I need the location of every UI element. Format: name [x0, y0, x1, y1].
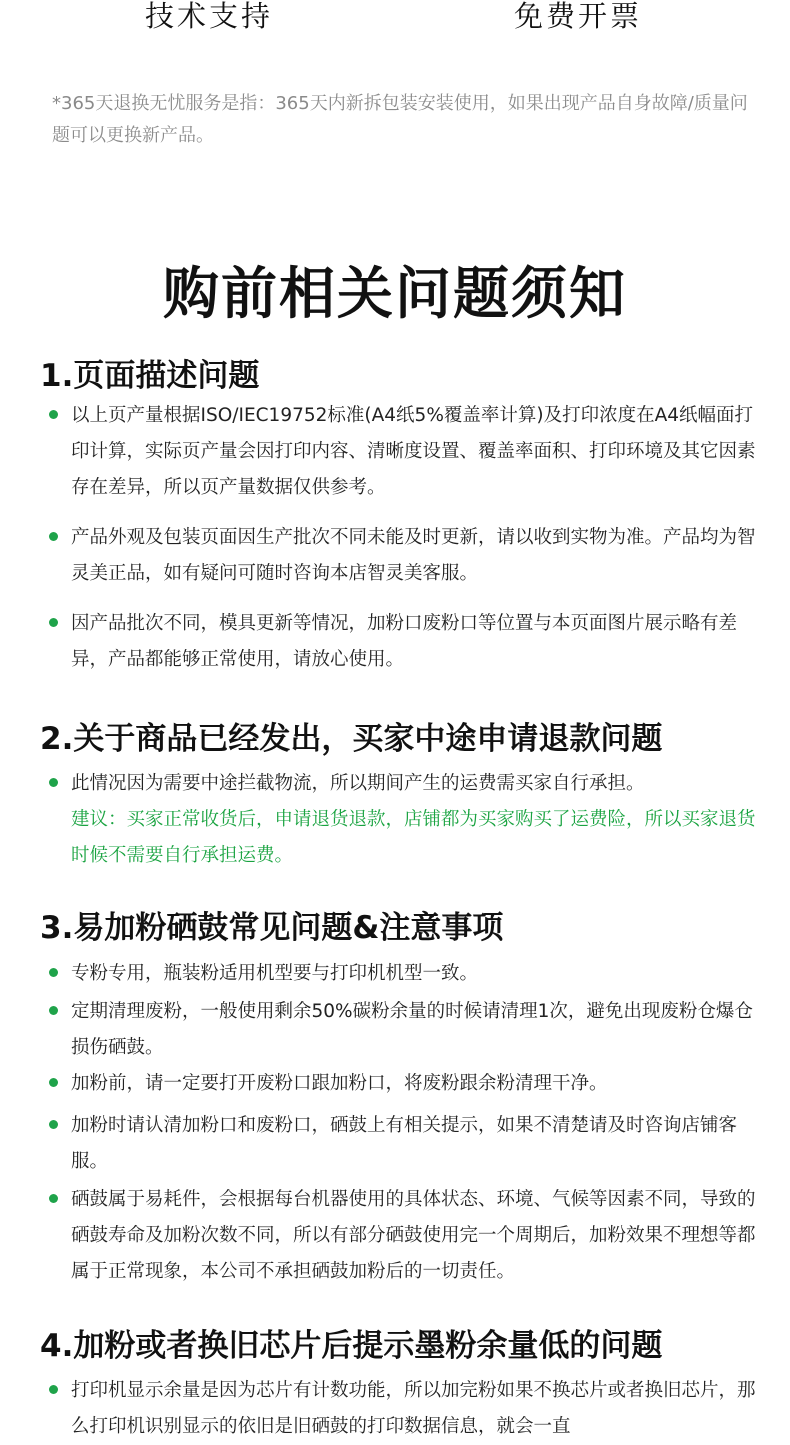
section-page-description	[40, 350, 760, 395]
bullet-dot-icon	[49, 1006, 58, 1015]
list-item-text: 硒鼓属于易耗件，会根据每台机器使用的具体状态、环境、气候等因素不同，导致的硒鼓寿命及加粉次数不同，所以有部分硒鼓使用完一个周期后，加粉效果不理想等都属于正常现象，本公司不承担硒鼓加粉后的一切责任。	[71, 1189, 756, 1282]
bullet-dot-icon	[49, 532, 58, 541]
bullet-dot-icon	[49, 1120, 58, 1129]
section-title: 3.易加粉硒鼓常见问题&注意事项	[40, 910, 504, 946]
shipping-suggestion-text: 建议：买家正常收货后，申请退货退款，店铺都为买家购买了运费险，所以买家退货时候不需要自行承担运费。	[71, 809, 756, 866]
list-item-text: 打印机显示余量是因为芯片有计数功能，所以加完粉如果不换芯片或者换旧芯片，那么打印机识别显示的依旧是旧硒鼓的打印数据信息，就会一直	[71, 1380, 756, 1437]
bullet-dot-icon	[49, 410, 58, 419]
list-item	[40, 398, 760, 506]
bullet-dot-icon	[49, 618, 58, 627]
list-item	[40, 520, 760, 592]
section-low-toner-warning	[40, 1320, 760, 1365]
page-title: 购前相关问题须知	[163, 262, 627, 327]
list-item-text: 加粉时请认清加粉口和废粉口，硒鼓上有相关提示，如果不清楚请及时咨询店铺客服。	[71, 1115, 738, 1172]
list-item-text: 定期清理废粉，一般使用剩余50%碳粉余量的时候请清理1次，避免出现废粉仓爆仓损伤硒鼓。	[71, 1001, 753, 1058]
bullet-dot-icon	[49, 1385, 58, 1394]
section-toner-cartridge-notes	[40, 902, 760, 947]
free-invoice-label: 免费开票	[514, 0, 643, 33]
list-item-main-text: 此情况因为需要中途拦截物流，所以期间产生的运费需买家自行承担。	[71, 773, 645, 794]
bullet-dot-icon	[49, 968, 58, 977]
section-title: 2.关于商品已经发出，买家中途申请退款问题	[40, 721, 663, 757]
list-item-text: 专粉专用，瓶装粉适用机型要与打印机机型一致。	[71, 963, 479, 984]
list-item-text: 产品外观及包装页面因生产批次不同未能及时更新，请以收到实物为准。产品均为智灵美正品，如有疑问可随时咨询本店智灵美客服。	[71, 527, 756, 584]
list-item-text: 以上页产量根据ISO/IEC19752标准(A4纸5%覆盖率计算)及打印浓度在A4纸幅面打印计算，实际页产量会因打印内容、清晰度设置、覆盖率面积、打印环境及其它因素存在差异，所以页产量数据仅供参考。	[71, 405, 756, 498]
section-title: 4.加粉或者换旧芯片后提示墨粉余量低的问题	[40, 1328, 663, 1364]
tech-support-label: 技术支持	[145, 0, 274, 33]
bullet-dot-icon	[49, 1194, 58, 1203]
section-title: 1.页面描述问题	[40, 358, 260, 394]
list-item	[40, 956, 760, 992]
list-item-text: 因产品批次不同，模具更新等情况，加粉口废粉口等位置与本页面图片展示略有差异，产品都能够正常使用，请放心使用。	[71, 613, 738, 670]
return-policy-footnote: *365天退换无忧服务是指：365天内新拆包装安装使用，如果出现产品自身故障/质量问题可以更换新产品。	[52, 93, 748, 146]
list-item	[40, 994, 760, 1066]
bullet-dot-icon	[49, 778, 58, 787]
section-refund-after-shipping	[40, 713, 760, 758]
list-item	[40, 1373, 760, 1445]
list-item-text: 加粉前，请一定要打开废粉口跟加粉口，将废粉跟余粉清理干净。	[71, 1073, 608, 1094]
list-item	[40, 1182, 760, 1290]
list-item	[40, 766, 760, 874]
list-item	[40, 606, 760, 678]
service-labels-row	[0, 0, 790, 40]
bullet-dot-icon	[49, 1078, 58, 1087]
list-item	[40, 1066, 760, 1102]
list-item-text	[71, 766, 760, 874]
list-item	[40, 1108, 760, 1180]
